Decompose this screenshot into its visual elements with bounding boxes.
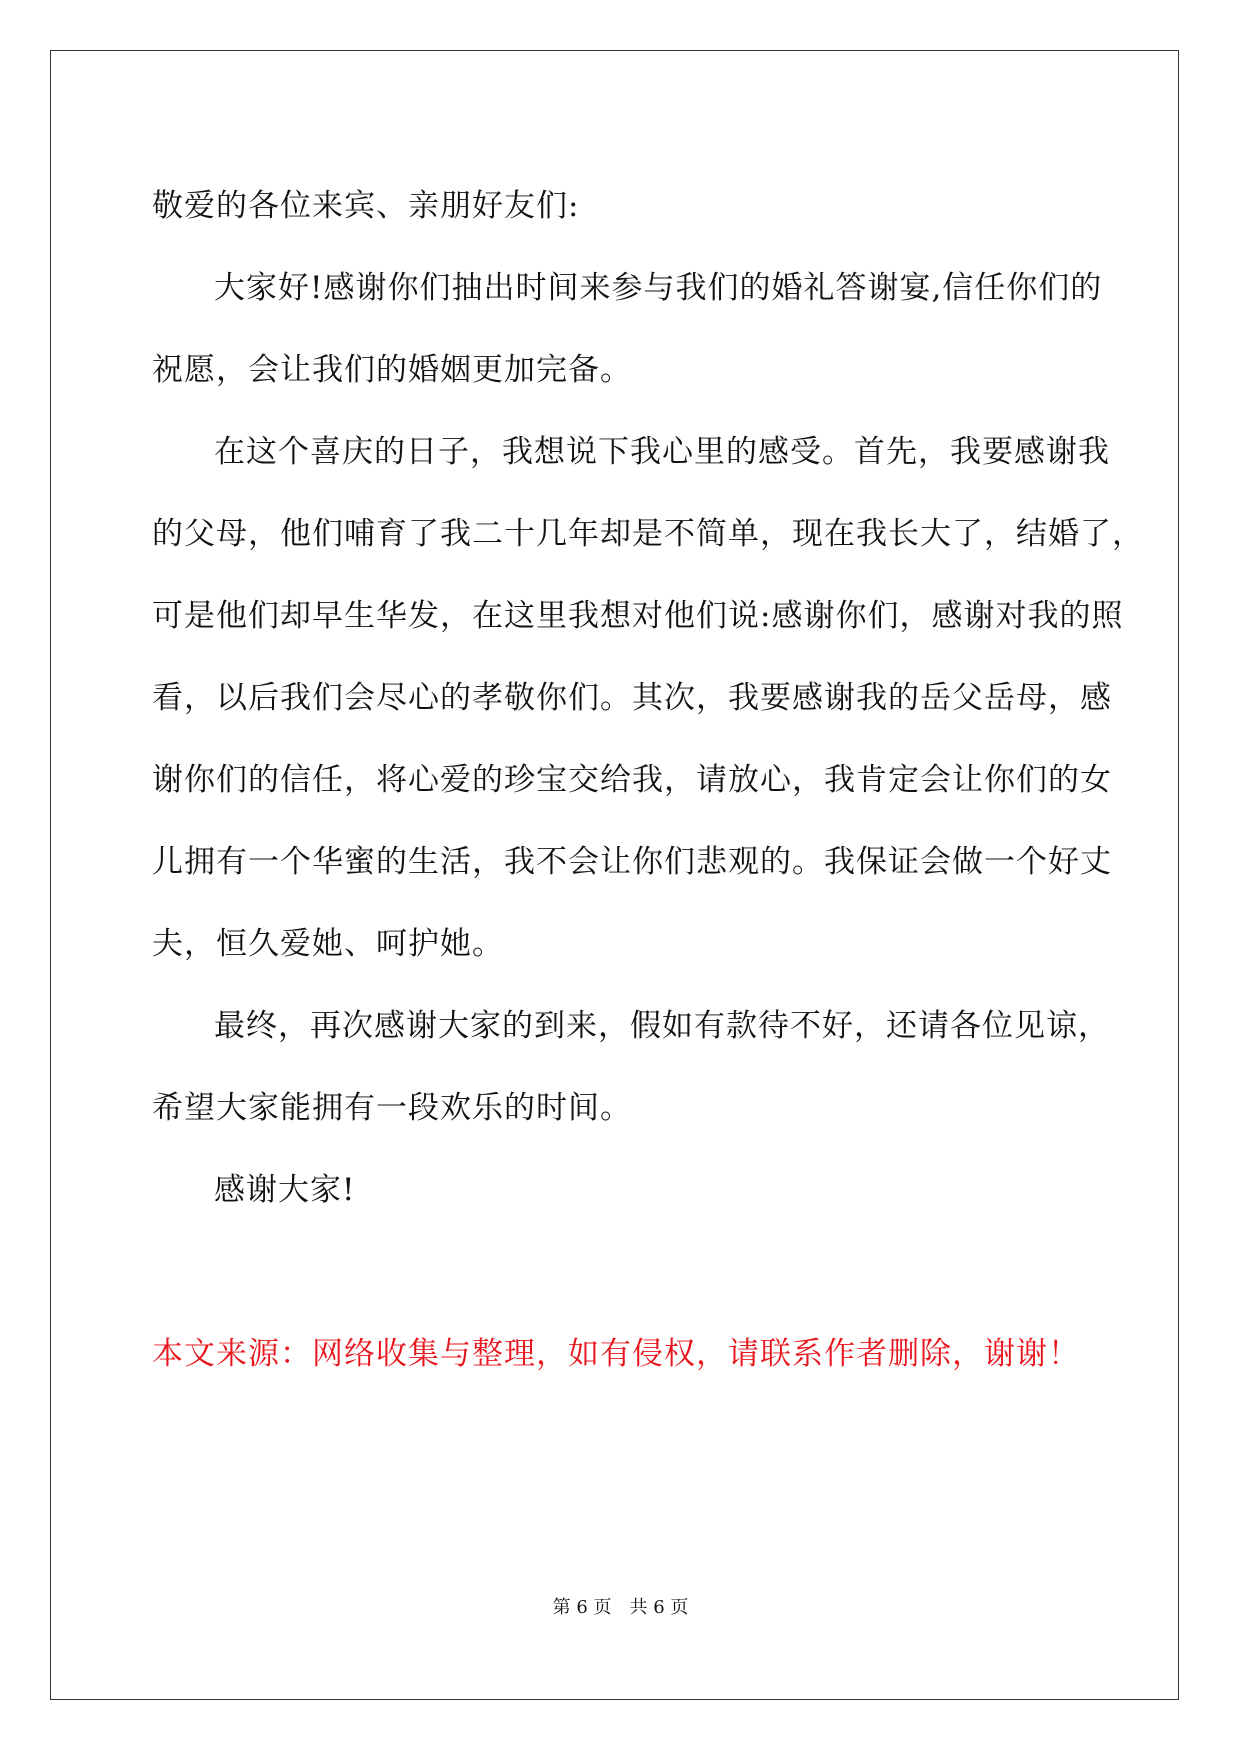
paragraph-line: 谢你们的信任，将心爱的珍宝交给我，请放心，我肯定会让你们的女 — [152, 762, 1112, 798]
paragraph-line: 夫，恒久爱她、呵护她。 — [152, 926, 504, 962]
page-total: 共 6 页 — [629, 1597, 689, 1618]
spacer — [152, 1231, 1096, 1313]
paragraph-line: 儿拥有一个华蜜的生活，我不会让你们悲观的。我保证会做一个好丈 — [152, 844, 1112, 880]
salutation-line: 敬爱的各位来宾、亲朋好友们: — [152, 188, 580, 224]
source-note: 本文来源：网络收集与整理，如有侵权，请联系作者删除，谢谢！ — [152, 1336, 1080, 1372]
paragraph-line: 祝愿，会让我们的婚姻更加完备。 — [152, 352, 632, 388]
page-footer — [0, 1596, 1241, 1620]
paragraph-line: 最终，再次感谢大家的到来，假如有款待不好，还请各位见谅， — [214, 1008, 1110, 1044]
paragraph-line: 在这个喜庆的日子，我想说下我心里的感受。首先，我要感谢我 — [214, 434, 1110, 470]
paragraph-line: 大家好!感谢你们抽出时间来参与我们的婚礼答谢宴,信任你们的 — [214, 270, 1103, 306]
paragraph-line: 希望大家能拥有一段欢乐的时间。 — [152, 1090, 632, 1126]
paragraph-line: 可是他们却早生华发，在这里我想对他们说:感谢你们，感谢对我的照 — [152, 598, 1124, 634]
paragraph-line: 的父母，他们哺育了我二十几年却是不简单，现在我长大了，结婚了， — [152, 516, 1144, 552]
document-body — [152, 165, 1144, 1395]
page-number: 第 6 页 — [552, 1597, 612, 1618]
paragraph-line: 看，以后我们会尽心的孝敬你们。其次，我要感谢我的岳父岳母，感 — [152, 680, 1112, 716]
closing-line: 感谢大家! — [214, 1172, 356, 1208]
